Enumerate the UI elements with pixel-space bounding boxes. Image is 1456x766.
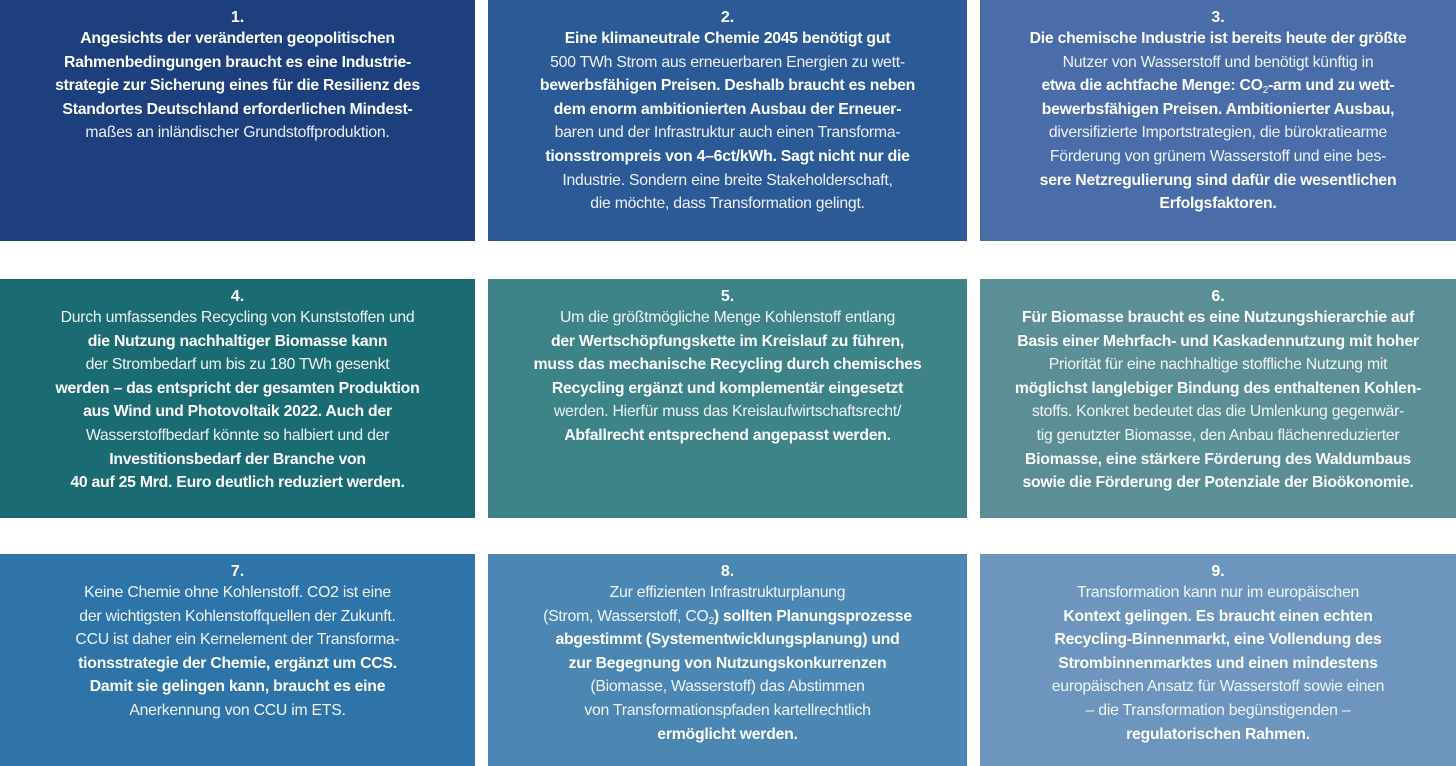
text-run: tionsstrategie der Chemie, ergänzt um CCS. [78,654,397,672]
card-text-line [0,424,475,448]
card-text-line [0,74,475,98]
card-text-line [488,121,967,145]
card-text-line [0,605,475,629]
card-text-line [488,628,967,652]
text-run: Zur effizienten Infrastrukturplanung [609,584,846,601]
text-run: Abfallrecht entsprechend angepasst werden. [564,426,891,444]
card-text [488,581,967,746]
text-run: maßes an inländischer Grundstoffproduktion. [85,124,390,142]
card-text-line [980,400,1456,424]
recommendation-card-1 [0,0,475,241]
text-run: Industrie. Sondern eine breite Stakeholderschaft, [562,171,893,189]
text-run: diversifizierte Importstrategien, die bürokratiearme [1048,124,1388,142]
text-run: europäischen Ansatz für Wasserstoff sowie einen [1051,678,1385,696]
card-text-line [980,330,1456,354]
card-text-line [0,330,475,354]
card-number: 2. [720,9,735,26]
card-text-line [980,424,1456,448]
card-number: 1. [230,9,245,26]
card-number: 4. [230,288,245,305]
text-run: bewerbsfähigen Preisen. Deshalb braucht es neben [539,77,916,95]
card-text-line [980,581,1456,605]
card-text [488,306,967,448]
text-run: Biomasse, eine stärkere Förderung des Waldumbaus [1025,450,1411,468]
card-text [0,306,475,495]
card-text-line [980,51,1456,75]
card-text [980,581,1456,746]
text-run: Förderung von grünem Wasserstoff und eine bes- [1049,147,1387,165]
text-run: Die chemische Industrie ist bereits heute der größte [1029,30,1407,47]
card-text-line [0,121,475,145]
text-run: muss das mechanische Recycling durch chemisches [533,356,922,374]
text-run: möglichst langlebiger Bindung des enthaltenen Kohlen- [1014,379,1422,397]
text-run: Eine klimaneutrale Chemie 2045 benötigt gut [564,30,891,47]
text-run: Erfolgsfaktoren. [1159,195,1277,213]
text-run: dem enorm ambitionierten Ausbau der Erneuer- [553,100,902,118]
card-text-line [980,628,1456,652]
text-run: abgestimmt (Systementwicklungsplanung) und [555,631,900,649]
text-run: 500 TWh Strom aus erneuerbaren Energien zu wett- [550,53,905,71]
text-run: der wichtigsten Kohlenstoffquellen der Zukunft. [79,607,396,625]
card-text-line [980,27,1456,51]
recommendation-card-2 [488,0,967,241]
card-text-line [488,581,967,605]
text-run: werden. Hierfür muss das Kreislaufwirtschaftsrecht/ [553,403,902,421]
card-number: 3. [1211,9,1225,26]
card-text-line [980,448,1456,472]
text-run: Priorität für eine nachhaltige stoffliche Nutzung mit [1048,356,1388,374]
text-run: Um die größtmögliche Menge Kohlenstoff entlang [559,309,896,326]
text-run: der Strombedarf um bis zu 180 TWh gesenkt [85,356,390,374]
text-run: baren und der Infrastruktur auch einen Transforma- [554,124,901,142]
card-text-line [980,471,1456,495]
recommendation-card-6 [980,279,1456,518]
text-run: (Strom, Wasserstoff, CO [543,607,709,625]
card-text-line [980,98,1456,122]
card-text [0,27,475,145]
card-number: 9. [1211,563,1225,580]
text-run: der Wertschöpfungskette im Kreislauf zu führen, [550,332,905,350]
card-text-line [0,98,475,122]
card-text-line [980,145,1456,169]
text-run: Für Biomasse braucht es eine Nutzungshierarchie auf [1022,309,1414,326]
card-text-line [0,353,475,377]
text-run: werden – das entspricht der gesamten Produktion [55,379,420,397]
card-text-line [980,306,1456,330]
text-run: Keine Chemie ohne Kohlenstoff. CO2 ist eine [84,584,391,601]
card-text-line [488,377,967,401]
text-run: zur Begegnung von Nutzungskonkurrenzen [568,654,887,672]
text-run: Basis einer Mehrfach- und Kaskadennutzung mit hoher [1017,332,1419,350]
card-text-line [488,192,967,216]
card-text-line [488,424,967,448]
card-text-line [488,51,967,75]
text-run: Strombinnenmarktes und einen mindestens [1058,654,1378,672]
card-text-line [0,471,475,495]
text-run: Transformation kann nur im europäischen [1076,584,1360,601]
text-run: (Biomasse, Wasserstoff) das Abstimmen [590,678,865,696]
card-text-line [488,330,967,354]
card-text-line [488,145,967,169]
card-text [980,27,1456,216]
card-text-line [0,675,475,699]
text-run: Nutzer von Wasserstoff und benötigt künftig in [1062,53,1374,71]
card-text-line [0,652,475,676]
card-text-line [488,675,967,699]
card-text-line [0,27,475,51]
card-text [488,27,967,216]
card-text-line [0,581,475,605]
recommendation-card-3 [980,0,1456,241]
card-text-line [980,652,1456,676]
text-run: Recycling ergänzt und komplementär eingesetzt [551,379,904,397]
text-run: Rahmenbedingungen braucht es eine Industrie- [63,53,412,71]
text-run: Anerkennung von CCU im ETS. [129,701,346,719]
recommendation-card-5 [488,279,967,518]
text-run: Angesichts der veränderten geopolitischen [80,30,395,47]
card-text-line [488,27,967,51]
card-text [980,306,1456,495]
card-text-line [980,699,1456,723]
text-run: bewerbsfähigen Preisen. Ambitionierter Ausbau, [1041,100,1395,118]
text-run: sere Netzregulierung sind dafür die wesentlichen [1039,171,1397,189]
card-text-line [0,699,475,723]
card-text-line [980,192,1456,216]
text-run: ) sollten Planungsprozesse [713,607,912,625]
text-run: -arm und zu wett- [1268,77,1395,95]
card-text-line [0,51,475,75]
card-text-line [980,353,1456,377]
card-text-line [488,723,967,747]
card-text-line [488,169,967,193]
card-text-line [0,400,475,424]
recommendation-card-7 [0,554,475,766]
text-run: Recycling-Binnenmarkt, eine Vollendung des [1054,631,1382,649]
card-text-line [0,377,475,401]
card-text-line [980,605,1456,629]
card-text-line [0,628,475,652]
card-text-line [488,98,967,122]
text-run: etwa die achtfache Menge: CO [1041,77,1263,95]
text-run: Damit sie gelingen kann, braucht es eine [89,678,386,696]
card-text-line [980,377,1456,401]
card-text-line [488,605,967,629]
card-text-line [980,723,1456,747]
text-run: tionsstrompreis von 4–6ct/kWh. Sagt nicht nur die [545,147,910,165]
card-text-line [488,353,967,377]
text-run: tig genutzter Biomasse, den Anbau flächenreduzierter [1036,426,1400,444]
card-text-line [488,699,967,723]
text-run: Investitionsbedarf der Branche von [109,450,366,468]
text-run: Kontext gelingen. Es braucht einen echten [1063,607,1373,625]
recommendation-card-4 [0,279,475,518]
card-text-line [488,400,967,424]
text-run: – die Transformation begünstigenden – [1085,701,1351,719]
subscript-text: 2 [708,615,714,627]
card-text-line [0,448,475,472]
subscript-text: 2 [1262,85,1269,97]
card-text-line [488,306,967,330]
card-text-line [488,74,967,98]
text-run: 40 auf 25 Mrd. Euro deutlich reduziert werden. [70,474,405,492]
text-run: Wasserstoffbedarf könnte so halbiert und der [85,426,390,444]
text-run: strategie zur Sicherung eines für die Resilienz des [55,77,420,95]
text-run: die möchte, dass Transformation gelingt. [590,195,865,213]
text-run: regulatorischen Rahmen. [1126,725,1310,743]
card-number: 6. [1211,288,1225,305]
text-run: die Nutzung nachhaltiger Biomasse kann [87,332,388,350]
text-run: von Transformationspfaden kartellrechtlich [584,701,871,719]
text-run: ermöglicht werden. [657,725,798,743]
card-text-line [980,169,1456,193]
recommendation-card-8 [488,554,967,766]
card-text-line [980,74,1456,98]
text-run: CCU ist daher ein Kernelement der Transforma- [75,631,400,649]
card-number: 5. [720,288,735,305]
card-text-line [488,652,967,676]
text-run: Durch umfassendes Recycling von Kunststoffen und [60,309,415,326]
card-text-line [980,675,1456,699]
text-run: sowie die Förderung der Potenziale der Bioökonomie. [1022,474,1414,492]
card-text-line [0,306,475,330]
card-text [0,581,475,723]
card-number: 7. [230,563,245,580]
card-text-line [980,121,1456,145]
text-run: stoffs. Konkret bedeutet das die Umlenkung gegenwär- [1031,403,1405,421]
card-number: 8. [720,563,735,580]
text-run: aus Wind und Photovoltaik 2022. Auch der [83,403,392,421]
text-run: Standortes Deutschland erforderlichen Mindest- [62,100,413,118]
recommendation-card-9 [980,554,1456,766]
